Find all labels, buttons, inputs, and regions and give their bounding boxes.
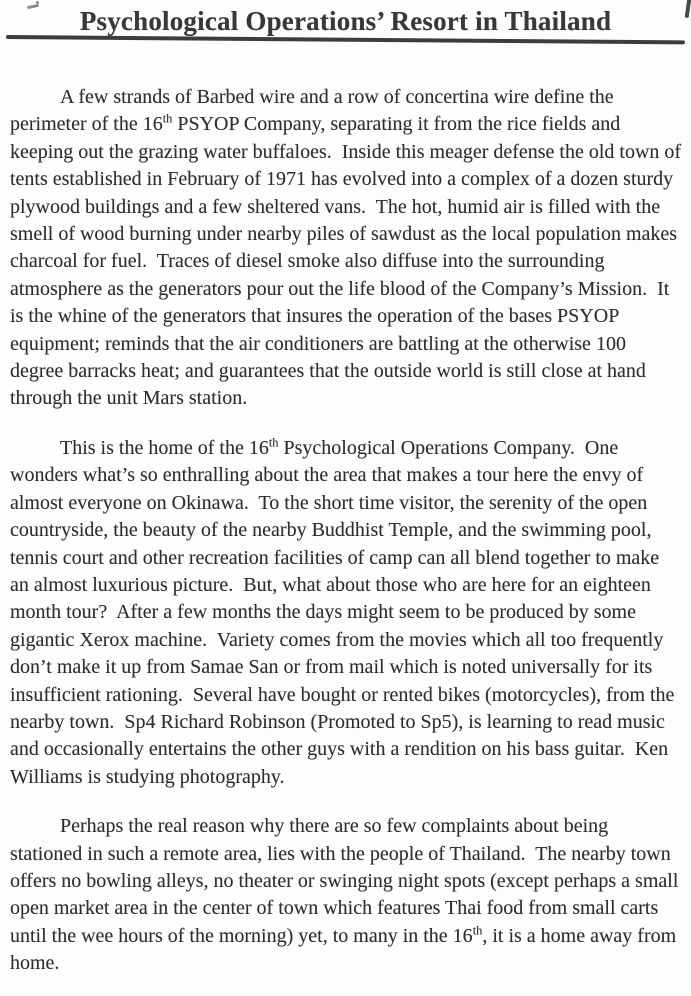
page-title: Psychological Operations’ Resort in Thailand <box>79 6 612 36</box>
paragraph: Perhaps the real reason why there are so few complaints about being stationed in such a remote area, lies with the people of Thailand. The nearby town offers no bowling alleys, no theater or swinging night spots (except perhaps a small open market area in the center of town which features Thai food from small carts until the wee hours of the morning) yet, to many in the 16th, it is a home away from home. <box>10 815 684 975</box>
scan-artifact <box>36 1 39 4</box>
document-body <box>10 84 687 996</box>
paragraph: This is the home of the 16th Psychological Operations Company. One wonders what’s so enthralling about the area that makes a tour here the envy of almost everyone on Okinawa. To the short time visitor, the serenity of the open countryside, the beauty of the nearby Buddhist Temple, and the swimming pool, tennis court and other recreation facilities of camp can all blend together to make an almost luxurious picture. But, what about those who are here for an eighteen month tour? After a few months the days might seem to be produced by some gigantic Xerox machine. Variety comes from the movies which all too frequently don’t make it up from Samae San or from mail which is noted universally for its insufficient rationing. Several have bought or rented bikes (motorcycles), from the nearby town. Sp4 Richard Robinson (Promoted to Sp5), is learning to read music and occasionally entertains the other guys with a rendition on his bass guitar. Ken Williams is studying photography. <box>10 435 680 788</box>
paragraph: A few strands of Barbed wire and a row of concertina wire define the perimeter of the 16th PSYOP Company, separating it from the rice fields and keeping out the grazing water buffaloes. Inside this meager defense the old town of tents established in February of 1971 has evolved into a complex of a dozen sturdy plywood buildings and a few sheltered vans. The hot, humid air is filled with the smell of wood burning under nearby piles of sawdust as the local population makes charcoal for fuel. Traces of diesel smoke also diffuse into the surrounding atmosphere as the generators pour out the life blood of the Company’s Mission. It is the whine of the generators that insures the operation of the bases PSYOP equipment; reminds that the air conditioners are battling at the otherwise 100 degree barracks heat; and guarantees that the outside world is still close at hand through the unit Mars station. <box>10 86 687 410</box>
title-block <box>0 6 691 37</box>
